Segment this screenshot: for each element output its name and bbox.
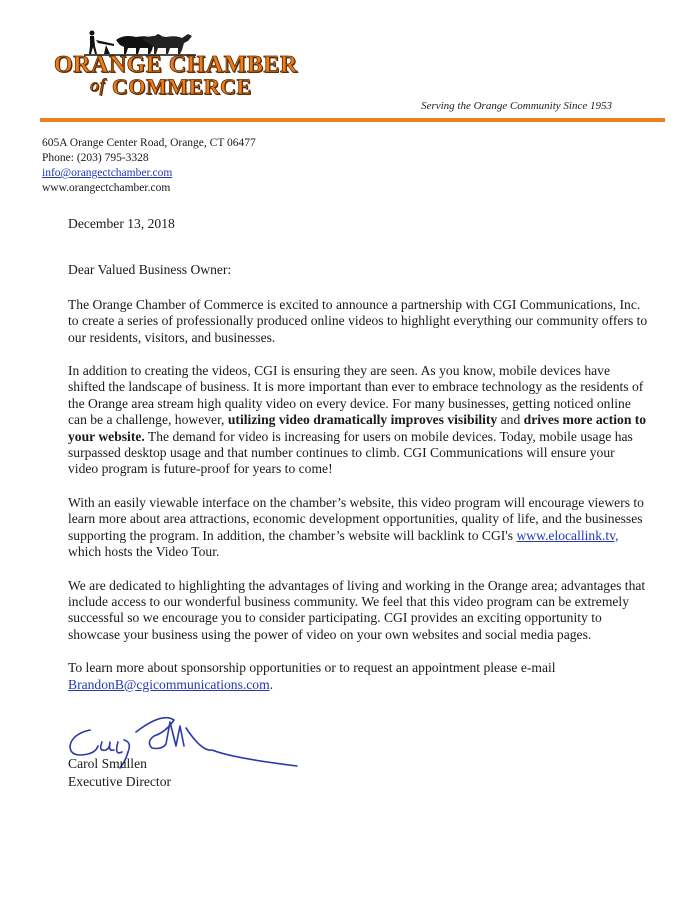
bold-visibility: utilizing video dramatically improves visibility xyxy=(227,412,498,428)
paragraph-1: The Orange Chamber of Commerce is excited to announce a partnership with CGI Communications, Inc. to create a series of professionally produced online videos to highlight everything our community offers to our residents, visitors, and businesses. xyxy=(68,296,648,345)
letter-body xyxy=(68,216,648,710)
header-divider xyxy=(40,118,665,122)
tagline: Serving the Orange Community Since 1953 xyxy=(421,100,612,112)
signer-title: Executive Director xyxy=(68,774,172,789)
paragraph-5-text: To learn more about sponsorship opportunities or to request an appointment please e-mail xyxy=(68,660,556,676)
signer-block xyxy=(68,755,171,791)
chamber-logo xyxy=(54,28,298,108)
paragraph-2-end: The demand for video is increasing for users on mobile devices. Today, mobile usage has surpassed desktop usage and that number continues to climb. CGI Communications will ensure your video program is future-proof for years to come! xyxy=(68,428,633,477)
logo-text-line1: ORANGE CHAMBER xyxy=(54,52,298,78)
paragraph-2-text: In addition to creating the videos, CGI is ensuring they are seen. As you know, mobile devices have shifted the landscape of business. It is more important than ever to embrace technology as the residents of the Orange area stream high quality video on every device. For many businesses, getting noticed online can be a challenge, however, xyxy=(68,363,644,428)
email-link[interactable]: info@orangectchamber.com xyxy=(42,167,173,179)
logo-text-line2: COMMERCE xyxy=(112,74,252,99)
paragraph-4: We are dedicated to highlighting the advantages of living and working in the Orange area; advantages that include access to our wonderful business community. We feel that this video program can be extremely successful so we encourage you to consider participating. CGI provides an exciting opportunity to showcase your business using the power of video on your own websites and social media pages. xyxy=(68,577,646,642)
paragraph-3-end: which hosts the Video Tour. xyxy=(68,544,220,560)
elocallink-link[interactable]: www.elocallink.tv, xyxy=(516,527,619,543)
paragraph-5 xyxy=(68,660,648,693)
contact-email-link[interactable]: BrandonB@cgicommunications.com xyxy=(68,676,270,692)
paragraph-3 xyxy=(68,495,648,561)
bold-drives-action: drives more action to your website. xyxy=(68,412,647,444)
phone: Phone: (203) 795-3328 xyxy=(42,152,149,164)
paragraph-3-text: With an easily viewable interface on the chamber’s website, this video program will encourage viewers to learn more about area attractions, economic development opportunities, quality of life, and the businesses supporting the program. In addition, the chamber’s website will backlink to CGI's xyxy=(68,494,644,543)
paragraph-2 xyxy=(68,363,648,478)
logo-text-of: of xyxy=(90,75,106,95)
salutation: Dear Valued Business Owner: xyxy=(68,262,232,278)
website: www.orangectchamber.com xyxy=(42,182,171,194)
signer-name: Carol Smullen xyxy=(68,756,147,771)
letter-date: December 13, 2018 xyxy=(68,216,175,231)
paragraph-5-end: . xyxy=(269,676,274,692)
address: 605A Orange Center Road, Orange, CT 06477 xyxy=(42,137,256,149)
contact-block xyxy=(42,136,256,196)
paragraph-2-and: and xyxy=(497,412,524,428)
